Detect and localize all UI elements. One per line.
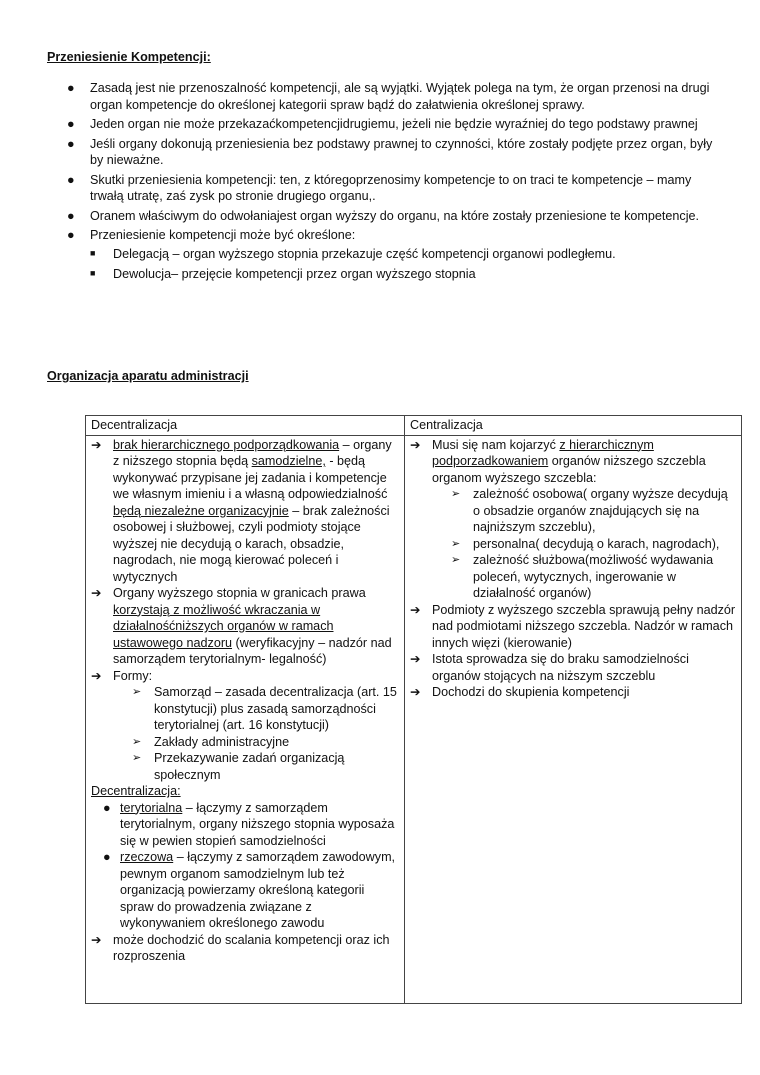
bullet-icon: ● [67,117,75,131]
arrow-icon: ➔ [410,685,421,699]
arrow-item: ➔ Organy wyższego stopnia w granicach prawa korzystają z możliwość wkraczania w działalnośćniższych organów w ramach ustawowego nadzoru (weryfikacyjny – nadzór nad samorządem terytorialnym- legalność) [91,586,392,666]
sub-item: ➢ personalna( decydują o karach, nagrodach), [451,536,720,551]
arrow-icon: ➔ [410,602,421,617]
list-item [47,80,727,113]
arrow-icon: ➔ [91,586,102,600]
bullet-item: ● rzeczowa – łączymy z samorządem zawodowym, pewnym organom samodzielnym lub też organizacją powierzamy określoną kategorii spraw do prowadzenia związane z wykonywaniem określonego zawodu [103,850,396,930]
list-item [47,116,727,133]
header-centralization: Centralizacja [405,416,742,436]
arrowhead-icon: ➢ [132,735,142,748]
arrow-icon: ➔ [91,437,102,452]
sub-item: ➢ zależność służbowa(możliwość wydawania poleceń, wytycznych, ingerowanie w działalność organów) [451,553,714,600]
sub-item: ➢ zależność osobowa( organy wyższe decydują o obsadzie organów znajdujących się na najniższym szczeblu), [451,487,728,534]
item-text: Dewolucja– przejęcie kompetencji przez organ wyższego stopnia [113,267,476,281]
form-item: ➢ Przekazywanie zadań organizacją społecznym [132,751,345,782]
list-item [47,208,727,225]
arrow-icon: ➔ [91,932,102,947]
item-text: Przeniesienie kompetencji może być określone: [90,228,356,242]
section-title-organization: Organizacja aparatu administracji [47,369,249,383]
arrow-item: ➔ brak hierarchicznego podporządkowania – organy z niższego stopnia będą samodzielne, - będą wykonywać przypisane jej zadania i kompetencje we własnym imieniu i a własną odpowiedzialność będą niezależne organizacyjnie – brak zależności osobowej i służbowej, czyli podmioty stojące wyższej nie decydują o karach, obsadzie, nagrodach, nie mogą kierować poleceń i wytycznych [91,437,392,584]
arrow-icon: ➔ [410,437,421,452]
arrow-item: ➔ Podmioty z wyższego szczebla sprawują pełny nadzór nad podmiotami niższego szczebla. Nadzór w ramach innych więzi (kierowanie) [410,602,736,650]
bullet-icon: ● [67,81,75,95]
section-title-competence: Przeniesienie Kompetencji: [47,50,211,64]
list-item [47,136,727,169]
bullet-item: ● terytorialna – łączymy z samorządem terytorialnym, organy niższego stopnia wyposaża się w pewien stopień samodzielności [103,800,395,848]
arrow-item: ➔ Dochodzi do skupienia kompetencji [410,685,630,699]
bullet-icon: ● [67,172,75,187]
arrow-icon: ➔ [410,652,421,666]
arrow-item: ➔ Istota sprowadza się do braku samodzielności organów stojących na niższym szczeblu [410,652,689,683]
arrowhead-icon: ➢ [451,554,461,566]
comparison-table [85,415,742,1004]
centralization-cell [405,435,742,1004]
item-text: Delegacją – organ wyższego stopnia przekazuje część kompetencji organowi podległemu. [113,246,616,261]
item-text: Skutki przeniesienia kompetencji: ten, z któregoprzenosimy kompetencje to on traci te kompetencje – mamy trwałą utratę, zaś zysk po stronie drugiego organu,. [90,172,692,203]
decentralization-label: Decentralizacja: [91,784,181,798]
arrowhead-icon: ➢ [451,488,461,500]
decentralization-cell [86,435,405,1004]
arrowhead-icon: ➢ [451,537,461,550]
header-decentralization: Decentralizacja [86,416,405,436]
arrow-item: ➔ Formy: [91,668,153,683]
item-text: Jeden organ nie może przekazaćkompetencjidrugiemu, jeżeli nie będzie wyraźniej do tego podstawy prawnej [90,117,698,131]
bullet-icon: ● [103,800,111,815]
item-text: Oranem właściwym do odwołaniajest organ wyższy do organu, na które zostały przeniesione te kompetencje. [90,208,700,223]
arrowhead-icon: ➢ [132,686,142,698]
competence-list [47,80,727,287]
form-item: ➢ Zakłady administracyjne [132,734,290,749]
arrow-icon: ➔ [91,668,102,683]
square-bullet-icon: ■ [90,268,96,278]
bullet-icon: ● [67,228,75,242]
arrow-item: ➔ może dochodzić do scalania kompetencji oraz ich rozproszenia [91,932,390,963]
square-bullet-icon: ■ [90,247,96,258]
sub-item [90,246,727,263]
list-item [47,172,727,205]
item-text: Zasadą jest nie przenoszalność kompetencji, ale są wyjątki. Wyjątek polega na tym, że organ przenosi na drugi organ kompetencje do określonej kategorii spraw bądź do załatwienia określonej sprawy. [90,81,710,112]
item-text: Jeśli organy dokonują przeniesienia bez podstawy prawnej to czynności, które zostały podjęte przez organ, były by nieważne. [90,136,713,167]
sub-item [90,266,727,283]
bullet-icon: ● [67,208,75,223]
arrow-item: ➔ Musi się nam kojarzyć z hierarchicznym podporzadkowaniem organów niższego szczebla organom wyższego szczebla: [410,437,706,485]
form-item: ➢ Samorząd – zasada decentralizacja (art. 15 konstytucji) plus zasadą samorządności terytorialnej (art. 16 konstytucji) [132,685,397,732]
bullet-icon: ● [103,850,111,864]
bullet-icon: ● [67,136,75,151]
arrowhead-icon: ➢ [132,752,142,764]
list-item [47,227,727,283]
